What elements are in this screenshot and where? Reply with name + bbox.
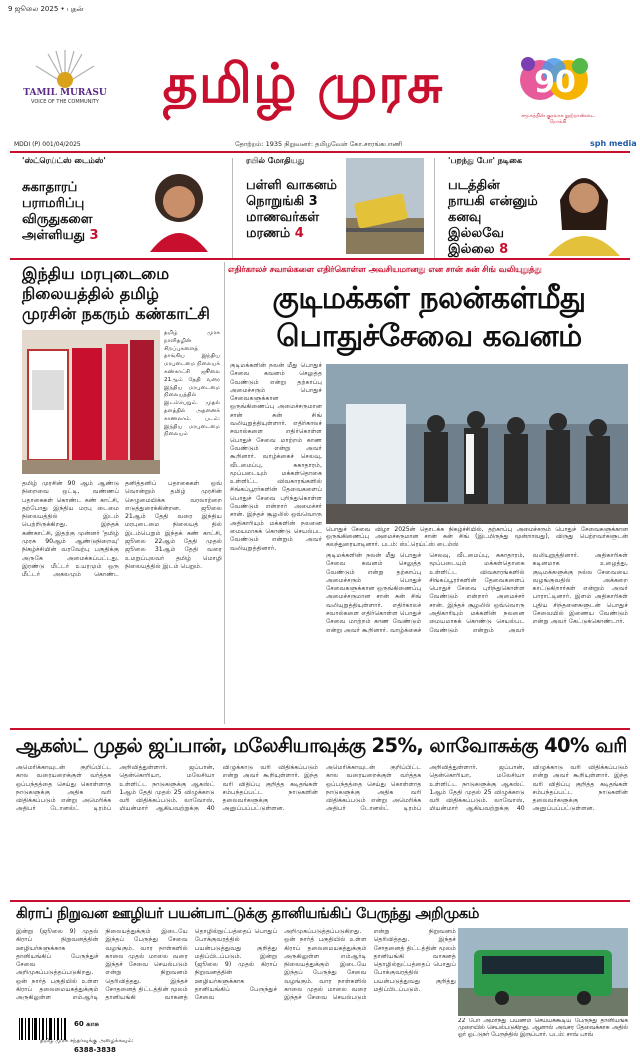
tariff-body: அமெரிக்காவுடன் குறிப்பிட்ட கால வரையறைக்குள் வர்த்தக ஒப்பந்தத்தை செய்து கொள்ளாத நாடுகளுக்கு அதிக வரி விதிக்கப்படும் என்று அமெரிக்க அதிபர் டோனல்ட் டிரம்ப் அறிவித்துள்ளார். ஜப்பான், தென்கொரியா, மலேசியா உள்ளிட்ட நாடுகளுக்கு ஆகஸ்ட் 1ஆம் தேதி முதல் 25 விழுக்காடு வரி விதிக்கப்படும். லாவோஸ், மியன்மார் ஆகியவற்றுக்கு 40 விழுக்காடு வரி விதிக்கப்படும் என்று அவர் கூறியுள்ளார். இந்த வரி விதிப்பு குறித்த கடிதங்கள் சம்பந்தப்பட்ட நாடுகளின் தலைவர்களுக்கு அனுப்பப்பட்டுள்ளன. அமெரிக்காவுடன் குறிப்பிட்ட கால வரையறைக்குள் வர்த்தக ஒப்பந்தத்தை செய்து கொள்ளாத நாடுகளுக்கு அதிக வரி விதிக்கப்படும் என்று அமெரிக்க அதிபர் டோனல்ட் டிரம்ப் அறிவித்துள்ளார். ஜப்பான், தென்கொரியா, மலேசியா உள்ளிட்ட நாடுகளுக்கு ஆகஸ்ட் 1ஆம் தேதி முதல் 25 விழுக்காடு வரி விதிக்கப்படும். லாவோஸ், மியன்மார் ஆகியவற்றுக்கு 40 விழுக்காடு வரி விதிக்கப்படும் என்று அவர் கூறியுள்ளார். இந்த வரி விதிப்பு குறித்த கடிதங்கள் சம்பந்தப்பட்ட நாடுகளின் தலைவர்களுக்கு அனுப்பப்பட்டுள்ளன. [16, 764, 628, 813]
teaser-tag: 'ஸ்ட்ரெய்ட்ஸ் டைம்ஸ்' [22, 156, 106, 165]
main-story-headline[interactable] [230, 280, 628, 356]
autonomous-bus-icon [458, 928, 628, 1016]
subscription-label: தமிழ் முரசு சந்தாவுக்கு அழைக்கவும்: [40, 1038, 134, 1044]
section-rule [10, 900, 630, 902]
teaser-headline: பள்ளி வாகனம் நொறுங்கி 3 மாணவர்கள் மரணம் 4 [246, 178, 337, 241]
teaser-3-photo [540, 160, 628, 256]
price-label: 60 காசு [74, 1020, 99, 1028]
publisher-logo: sph media [590, 139, 637, 148]
bus-photo [458, 928, 628, 1016]
exhibition-caption: தமிழ் முரசு நாளிதழின் சிறப்புகளைத் தாங்கிய இந்திய மரபுடைமை நிலையக் கண்காட்சி ஜூலை 21ஆம் தேதி வரை இந்திய மரபுடைமை நிலையத்தில் இடம்பெறும். முதல் தளத்தில் அதனைக் காணலாம். படம்: இந்திய மரபுடைமை நிலையம் [164, 330, 220, 438]
issue-date: 9 ஜூலை 2025 • புதன் [8, 5, 84, 13]
tariff-headline[interactable]: ஆகஸ்ட் முதல் ஜப்பான், மலேசியாவுக்கு 25%, லாவோசுக்கு 40% வரி [16, 734, 627, 757]
subscription-phone[interactable]: 6388-3838 [74, 1046, 116, 1054]
mddi-number: MDDI (P) 001/04/2025 [14, 141, 81, 148]
headline-line-1: குடிமக்கள் நலன்கள்மீது [272, 281, 586, 316]
teaser-tag: ரயில் மோதியது [246, 156, 305, 165]
left-story-body: தமிழ் முரசின் 90 ஆம் ஆண்டு நிறைவை ஒட்டி, வண்ணப் பதாகைகள் கொண்ட கண் காட்சி, தற்போது இந்திய மரபு டைமை நிலையத்தில் இடம் பெற்றிருக்கிறது. இந்தக் கண்காட்சி, இதற்கு முன்னர் 'தமிழ் முரசு 90ஆம் ஆண்டுநிறைவு' நிகழ்ச்சியின் வரவேற்பு பகுதிக்கு அருகே அமைக்கப்பட்டது. இரண்டு மீட்டர் உயரமும் ஒரு மீட்டர் அகலமும் கொண்ட தனித்தனிப் பதாகைகள் ஒவ் வொன்றும் தமிழ் முரசின் செழுமையிக்க வரலாற்றை எடுத்துரைக்கின்றன. ஜூலை 21ஆம் தேதி வரை இந்திய மரபுடைமை நிலையத் தில் இடம்பெறும் இந்தக் கண் காட்சி, ஜூலை 22ஆம் தேதி முதல் ஜூலை 31ஆம் தேதி வரை உமறுப்புலவர் தமிழ் மொழி நிலையத்தில் இடம் பெறும். [22, 480, 222, 579]
teaser-rule [10, 258, 630, 260]
logo-name: TAMIL MURASU [23, 88, 107, 98]
ninety-badge-icon [510, 52, 600, 112]
ceremony-photo-icon [326, 364, 628, 524]
barcode-icon [18, 1018, 68, 1040]
actress-portrait-icon [540, 160, 628, 256]
section-rule [10, 728, 630, 730]
sunburst-logo-icon [30, 48, 100, 88]
exhibition-photo [22, 330, 160, 474]
left-story-headline[interactable]: இந்திய மரபுடைமை நிலையத்தில் தமிழ் முரசின் நகரும் கண்காட்சி [22, 264, 210, 323]
bus-headline[interactable]: கிராப் நிறுவன ஊழியர் பயன்பாட்டுக்கு தானியங்கிப் பேருந்து அறிமுகம் [16, 906, 480, 922]
minister-photo [326, 364, 628, 524]
main-story-kicker: எதிர்காலச் சவால்களை எதிர்கொள்ள அவசியமானது என சான் சுன் சிங் வலியுறுத்து [228, 264, 542, 274]
exhibition-panels-icon [22, 330, 160, 474]
barcode [18, 1018, 68, 1040]
teaser-2-photo [346, 158, 424, 254]
teaser-headline: படத்தின் நாயகி என்னும் கனவு இல்லவே இல்லை 8 [448, 178, 538, 257]
masthead-title: தமிழ் முரசு [162, 51, 444, 115]
main-story-body: குடிமக்களின் நலன் மீது பொதுச் சேவை கவனம் செலுத்த வேண்டும் என்று தற்காப்பு அமைச்சரும் பொதுச் சேவைகளுக்கான ஒருங்கிணைப்பு அமைச்சருமான சான் சுன் சிங் வலியுறுத்தியுள்ளார். எதிர்காலச் சவால்களை எதிர்கொள்ள பொதுச் சேவை மாற்றம் காண வேண்டும் என்று அவர் கூறினார். வாழ்க்கைச் செலவு, வீடமைப்பு, சுகாதாரம், மூப்படையும் மக்கள்தொகை உள்ளிட்ட விவகாரங்களில் சிங்கப்பூரர்களின் தேவைகளைப் பொதுச் சேவை புரிந்துகொள்ள வேண்டும் என்றார் அமைச்சர் சான். இந்தச் சூழலில் ஒவ்வொரு அதிகாரியும் மக்களின் நலனை மையமாகக் கொண்டு செயல்பட வேண்டும் என்றும் அவர் வலியுறுத்தினார். [230, 362, 322, 552]
badge-caption: சமூகத்தின் குரலாக நூற்றாண்டை நோக்கி [521, 113, 595, 125]
teaser-divider [434, 158, 435, 258]
svg-text:90: 90 [534, 65, 576, 100]
founder-line: தோற்றம்: 1935 நிறுவனர்: தமிழவேள் கோ.சாரங்கபாணி [235, 140, 403, 148]
woman-portrait-icon [138, 164, 220, 252]
tamil-murasu-logo[interactable] [30, 48, 100, 88]
bus-crash-photo-icon [346, 158, 424, 254]
teaser-1-photo [138, 164, 220, 252]
headline-line-2: பொதுச்சேவை கவனம் [276, 319, 582, 354]
bus-body: இன்று (ஜூலை 9) முதல் கிராப் நிறுவனத்தின் ஊழியர்களுக்காக தானியங்கிப் பேருந்துச் சேவை அறிமுகப்படுத்தப்படுகிறது. ஒன் நார்த் பகுதியில் உள்ள கிராப் தலைமையகத்துக்கும் அருகிலுள்ள எம்ஆர்டி நிலையத்துக்கும் இடையே இந்தப் பேருந்து சேவை வழங்கும். வார நாள்களில் காலை முதல் மாலை வரை இந்தச் சேவை செயல்படும் என்று நிறுவனம் தெரிவித்தது. இந்தச் சோதனைத் திட்டத்தின் மூலம் தானியங்கி வாகனத் தொழில்நுட்பத்தைப் பொதுப் போக்குவரத்தில் பயன்படுத்துவது குறித்து மதிப்பிடப்படும். இன்று (ஜூலை 9) முதல் கிராப் நிறுவனத்தின் ஊழியர்களுக்காக தானியங்கிப் பேருந்துச் சேவை அறிமுகப்படுத்தப்படுகிறது. ஒன் நார்த் பகுதியில் உள்ள கிராப் தலைமையகத்துக்கும் அருகிலுள்ள எம்ஆர்டி நிலையத்துக்கும் இடையே இந்தப் பேருந்து சேவை வழங்கும். வார நாள்களில் காலை முதல் மாலை வரை இந்தச் சேவை செயல்படும் என்று நிறுவனம் தெரிவித்தது. இந்தச் சோதனைத் திட்டத்தின் மூலம் தானியங்கி வாகனத் தொழில்நுட்பத்தைப் பொதுப் போக்குவரத்தில் பயன்படுத்துவது குறித்து மதிப்பிடப்படும். [16, 928, 456, 1002]
minister-photo-caption: பொதுச் சேவை விழா 2025ன் தொடக்க நிகழ்ச்சியில், தற்காப்பு அமைச்சரும் பொதுச் சேவைகளுக்கான ஒருங்கிணைப்பு அமைச்சருமான சான் சுன் சிங் (இடமிருந்து மூன்றாவது), விருது பெற்றவர்களுடன் கலந்துரையாடினார். படம்: ஸ்ட்ரெய்ட்ஸ் டைம்ஸ் [326, 526, 628, 548]
teaser-divider [232, 158, 233, 258]
ninety-year-badge [510, 52, 600, 112]
teaser-tag: 'பறந்து போ' நடிகை [448, 156, 522, 165]
left-column-rule [224, 262, 225, 724]
logo-subtitle: VOICE OF THE COMMUNITY [31, 99, 99, 105]
main-story-continued: குடிமக்களின் நலன் மீது பொதுச் சேவை கவனம் செலுத்த வேண்டும் என்று தற்காப்பு அமைச்சரும் பொதுச் சேவைகளுக்கான ஒருங்கிணைப்பு அமைச்சருமான சான் சுன் சிங் வலியுறுத்தியுள்ளார். எதிர்காலச் சவால்களை எதிர்கொள்ள பொதுச் சேவை மாற்றம் காண வேண்டும் என்று அவர் கூறினார். வாழ்க்கைச் செலவு, வீடமைப்பு, சுகாதாரம், மூப்படையும் மக்கள்தொகை உள்ளிட்ட விவகாரங்களில் சிங்கப்பூரர்களின் தேவைகளைப் பொதுச் சேவை புரிந்துகொள்ள வேண்டும் என்றார் அமைச்சர் சான். இந்தச் சூழலில் ஒவ்வொரு அதிகாரியும் மக்களின் நலனை மையமாகக் கொண்டு செயல்பட வேண்டும் என்றும் அவர் வலியுறுத்தினார். அதிகாரிகள் கடினமாக உழைத்து, குடிமக்களுக்கு நல்ல சேவையை வழங்குவதில் அக்கறை காட்டுகிறார்கள் என்றும் அவர் பாராட்டினார். இளம் அதிகாரிகள் புதிய சிந்தனைகளுடன் பொதுச் சேவையில் இணைய வேண்டும் என்று அவர் கேட்டுக்கொண்டார். [326, 552, 628, 634]
bus-photo-caption: 22 பேர் அமர்ந்து பயணம் செய்யக்கூடிய பேருந்து தானியங்க முறையில் செயல்படுகிறது. ஆனால் அவசர தேவைக்காக அதில் ஓர் ஓட்டுநர் பேருந்தில் இருப்பார். படம்: சாவ் பாவ் [458, 1018, 628, 1039]
masthead-rule [10, 151, 630, 153]
teaser-headline: சுகாதாரப் பராமரிப்பு விருதுகளை அள்ளியது 3 [22, 180, 99, 243]
